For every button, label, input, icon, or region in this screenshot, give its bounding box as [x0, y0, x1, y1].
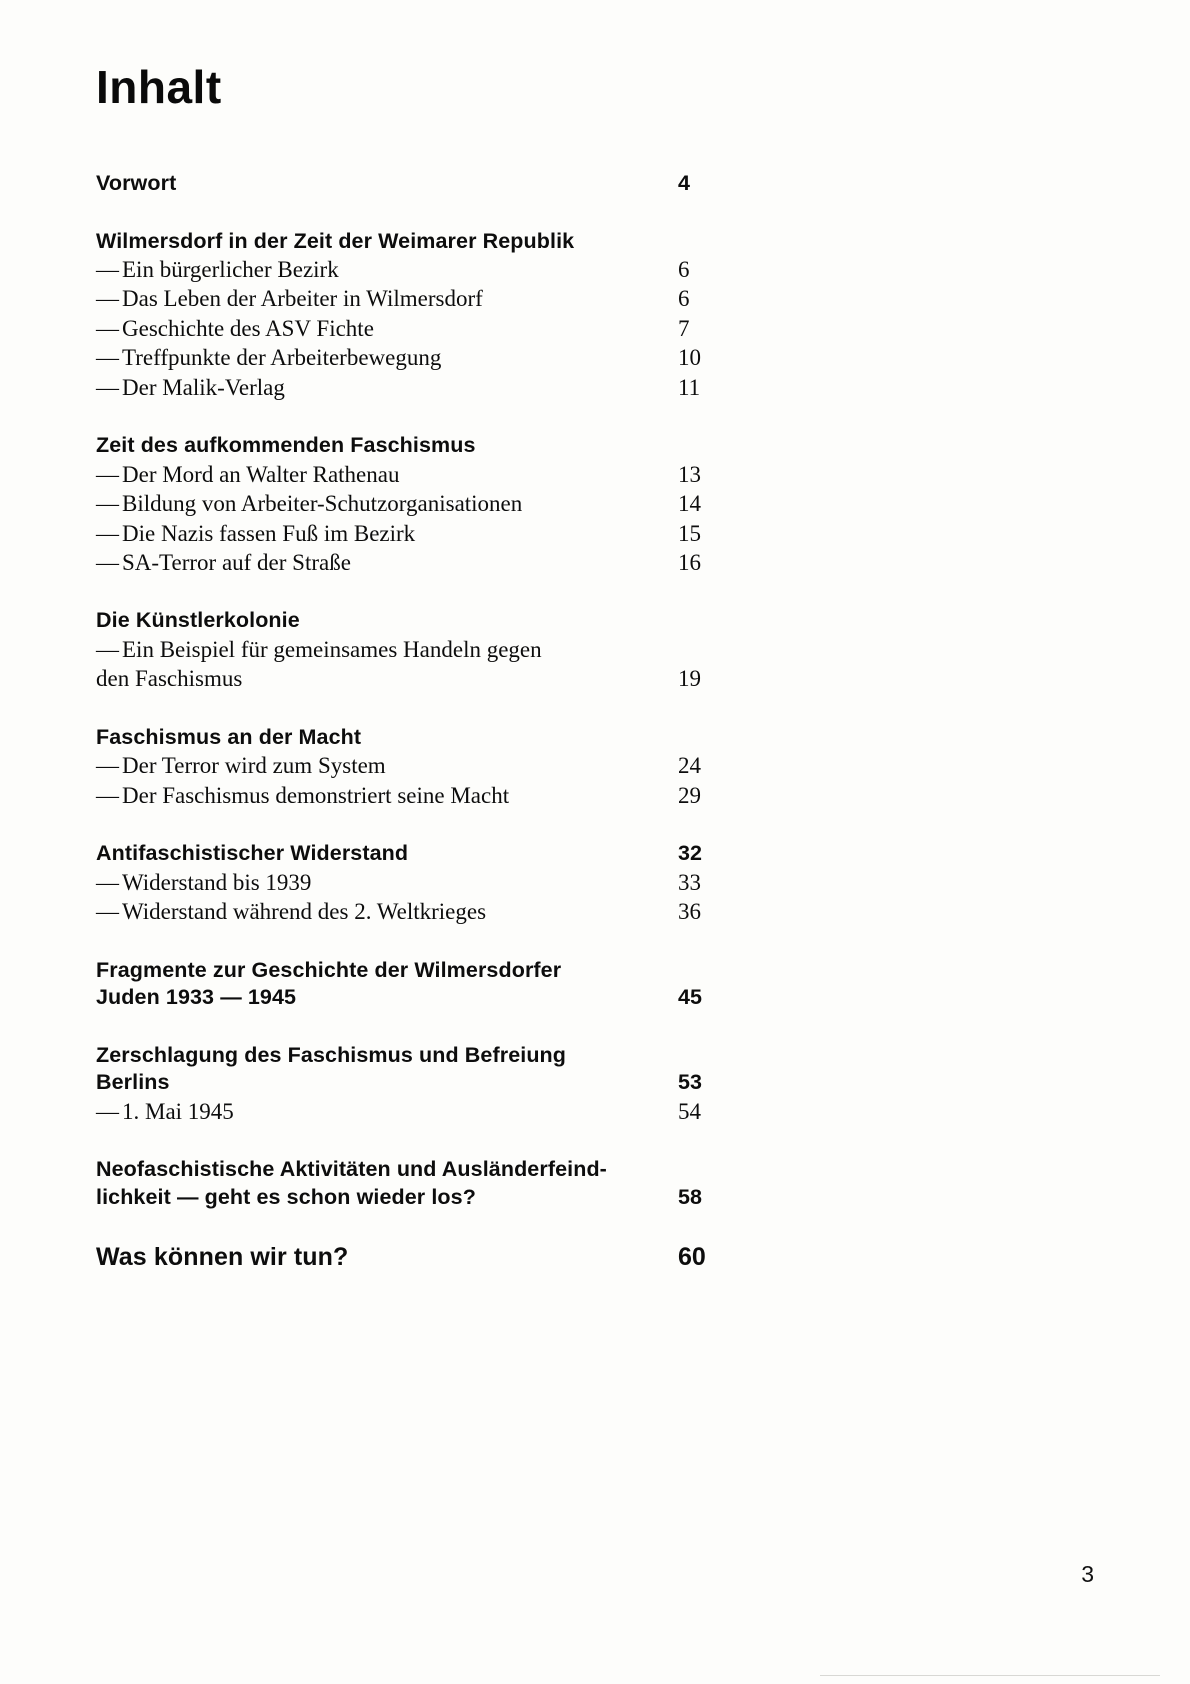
dash-icon: — — [96, 782, 119, 808]
toc-group — [96, 170, 736, 198]
dash-icon: — — [96, 899, 119, 925]
toc-heading-row[interactable] — [96, 840, 736, 868]
dash-icon: — — [96, 374, 119, 400]
toc-entry-page: 33 — [678, 869, 701, 895]
toc-entry-row[interactable] — [96, 548, 736, 577]
dash-icon: — — [96, 345, 119, 371]
dash-icon: — — [96, 257, 119, 283]
toc-entry-label-wrap — [96, 781, 509, 810]
toc-entry-continuation-row[interactable] — [96, 664, 736, 693]
toc-content — [96, 60, 736, 1303]
toc-heading-label: Antifaschistischer Widerstand — [96, 841, 409, 866]
toc-entry-page: 24 — [678, 753, 701, 779]
toc-entry-row[interactable] — [96, 489, 736, 518]
toc-group — [96, 228, 736, 403]
dash-icon: — — [96, 461, 119, 487]
toc-entry-label: Ein Beispiel für gemeinsames Handeln gegen — [122, 637, 542, 662]
page-title: Inhalt — [96, 61, 222, 113]
toc-entry-label-wrap — [96, 897, 486, 926]
toc-heading-page: 58 — [678, 1184, 702, 1209]
toc-entry-row[interactable] — [96, 519, 736, 548]
toc-group — [96, 1042, 736, 1126]
toc-heading-label: Juden 1933 — 1945 — [96, 985, 297, 1010]
toc-entry-label: Die Nazis fassen Fuß im Bezirk — [122, 520, 416, 546]
toc-entry-page: 6 — [678, 257, 690, 283]
toc-entry-label: Der Malik-Verlag — [122, 374, 285, 400]
toc-heading-row[interactable] — [96, 1042, 736, 1070]
toc-entry-label-wrap — [96, 489, 522, 518]
folio-page-number: 3 — [1081, 1561, 1094, 1587]
toc-heading-label: Faschismus an der Macht — [96, 724, 362, 749]
toc-heading-label: Fragmente zur Geschichte der Wilmersdorfer — [96, 957, 562, 982]
toc-group — [96, 840, 736, 926]
toc-entry-page: 10 — [678, 345, 701, 371]
toc-entry-page: 14 — [678, 491, 701, 517]
toc-entry-label-wrap — [96, 284, 483, 313]
toc-heading-page: 45 — [678, 985, 702, 1010]
toc-heading-label: Neofaschistische Aktivitäten und Ausländerfeind- — [96, 1157, 607, 1182]
toc-entry-label: Der Mord an Walter Rathenau — [122, 461, 400, 487]
toc-heading-row[interactable] — [96, 607, 736, 635]
dash-icon: — — [96, 869, 119, 895]
toc-heading-row[interactable] — [96, 228, 736, 256]
toc-entry-row[interactable] — [96, 284, 736, 313]
toc-heading-label: lichkeit — geht es schon wieder los? — [96, 1184, 476, 1209]
toc-entry-row[interactable] — [96, 897, 736, 926]
toc-entry-page: 16 — [678, 550, 701, 576]
toc-entry-label: Widerstand während des 2. Weltkrieges — [122, 899, 487, 925]
toc-entry-label: Das Leben der Arbeiter in Wilmersdorf — [122, 286, 483, 312]
toc-heading-label: Zerschlagung des Faschismus und Befreiung — [96, 1042, 567, 1067]
toc-entry-label: Ein bürgerlicher Bezirk — [122, 257, 339, 283]
toc-entry-row[interactable] — [96, 255, 736, 284]
toc-entry-page: 15 — [678, 520, 701, 546]
dash-icon: — — [96, 550, 119, 576]
toc-entry-page: 54 — [678, 1098, 701, 1124]
toc-entry-label: Widerstand bis 1939 — [122, 869, 312, 895]
toc-entry-row[interactable] — [96, 1097, 736, 1126]
toc-heading-row[interactable] — [96, 1241, 736, 1273]
toc-entry-label: Der Faschismus demonstriert seine Macht — [122, 782, 510, 808]
toc-entry-page: 29 — [678, 782, 701, 808]
toc-heading-row[interactable] — [96, 432, 736, 460]
toc-entry-label-wrap — [96, 519, 415, 548]
toc-entry-label-wrap — [96, 460, 399, 489]
toc-heading-label: Berlins — [96, 1070, 170, 1095]
toc-entry-row[interactable] — [96, 868, 736, 897]
dash-icon: — — [96, 1098, 119, 1124]
toc-entry-row[interactable] — [96, 781, 736, 810]
toc-heading-page: 4 — [678, 171, 690, 195]
toc-group — [96, 432, 736, 577]
toc-heading-label: Wilmersdorf in der Zeit der Weimarer Republik — [96, 228, 575, 253]
toc-heading-page: 32 — [678, 841, 702, 866]
toc-entry-page: 19 — [678, 666, 701, 692]
dash-icon: — — [96, 753, 119, 779]
toc-group — [96, 607, 736, 693]
toc-heading-label: Was können wir tun? — [96, 1243, 349, 1272]
dash-icon: — — [96, 286, 119, 312]
toc-heading-label: Vorwort — [96, 171, 177, 195]
toc-entry-page: 11 — [678, 374, 701, 400]
toc-heading-row[interactable] — [96, 170, 736, 198]
toc-entry-label: Geschichte des ASV Fichte — [122, 315, 374, 341]
toc-group — [96, 724, 736, 810]
toc-entry-label-wrap — [96, 343, 441, 372]
toc-heading-page: 53 — [678, 1070, 702, 1095]
toc-entry-label-wrap — [96, 1097, 234, 1126]
toc-entry-label-wrap — [96, 373, 285, 402]
toc-entry-label: den Faschismus — [96, 666, 243, 692]
dash-icon: — — [96, 520, 119, 546]
dash-icon: — — [96, 637, 119, 662]
toc-entry-row[interactable] — [96, 460, 736, 489]
toc-entry-label: Bildung von Arbeiter-Schutzorganisationen — [122, 491, 523, 517]
toc-entry-label: Der Terror wird zum System — [122, 753, 386, 779]
toc-heading-page: 60 — [678, 1243, 706, 1272]
toc-group — [96, 957, 736, 1012]
toc-entry-row[interactable] — [96, 343, 736, 372]
page-edge-rule — [820, 1675, 1160, 1676]
dash-icon: — — [96, 491, 119, 517]
toc-heading-row-line2[interactable] — [96, 1069, 736, 1097]
toc-group — [96, 1156, 736, 1211]
toc-heading-row[interactable] — [96, 957, 736, 985]
toc-heading-label: Die Künstlerkolonie — [96, 608, 300, 633]
toc-heading-row-line2[interactable] — [96, 1184, 736, 1212]
toc-heading-row[interactable] — [96, 1156, 736, 1184]
toc-entry-label-wrap — [96, 635, 542, 664]
toc-entry-label: 1. Mai 1945 — [122, 1098, 234, 1124]
toc-entry-label-wrap — [96, 255, 339, 284]
toc-entry-label-wrap — [96, 868, 311, 897]
toc-heading-row[interactable] — [96, 724, 736, 752]
toc-entry-label: SA-Terror auf der Straße — [122, 550, 351, 576]
toc-entry-row[interactable] — [96, 635, 736, 664]
toc-entry-label: Treffpunkte der Arbeiterbewegung — [122, 345, 442, 371]
toc-entry-row[interactable] — [96, 314, 736, 343]
toc-entry-page: 36 — [678, 899, 701, 925]
toc-heading-row-line2[interactable] — [96, 984, 736, 1012]
toc-entry-label-wrap — [96, 314, 374, 343]
dash-icon: — — [96, 315, 119, 341]
toc-heading-label: Zeit des aufkommenden Faschismus — [96, 433, 476, 458]
toc-entry-row[interactable] — [96, 373, 736, 402]
toc-entry-row[interactable] — [96, 751, 736, 780]
toc-entry-label-wrap — [96, 751, 386, 780]
toc-entry-page: 13 — [678, 461, 701, 487]
toc-group — [96, 1241, 736, 1273]
toc-entry-label-wrap — [96, 548, 351, 577]
toc-entry-page: 7 — [678, 315, 690, 341]
toc-entry-page: 6 — [678, 286, 690, 312]
